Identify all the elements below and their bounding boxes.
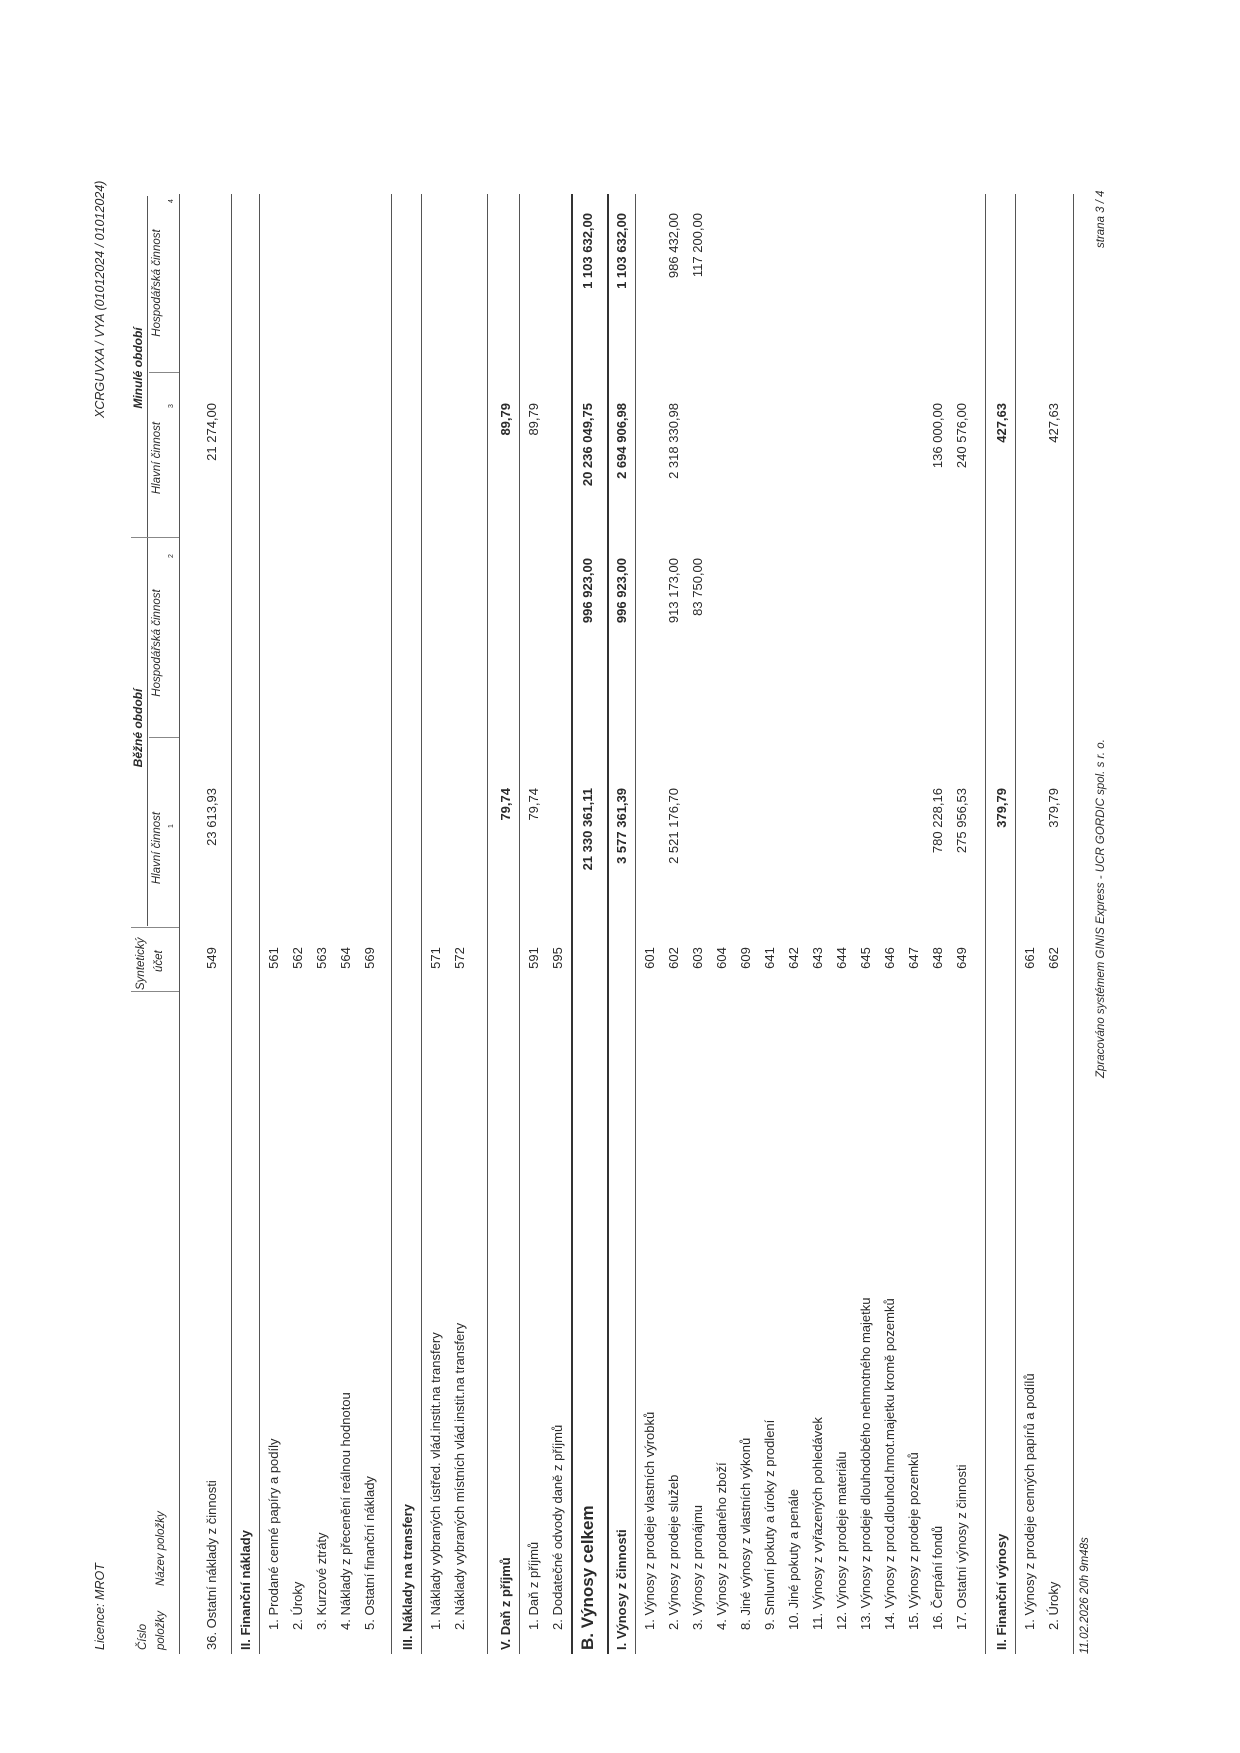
hospodarska-cinnost-label-4: Hospodářská činnost: [151, 229, 163, 337]
row-label: 1. Výnosy z prodeje vlastních výrobků: [642, 1411, 657, 1630]
table-row: [807, 98, 831, 1698]
table-row: [311, 98, 335, 1698]
col-num-1: 1: [168, 824, 175, 828]
row-label: 1. Náklady vybraných ústřed. vlád.instit.na transfery: [428, 1332, 443, 1630]
row-label: 1. Daň z příjmů: [526, 1541, 541, 1630]
section-rule: [487, 194, 488, 1654]
table-row: [927, 98, 951, 1698]
row-label: 1. Prodané cenné papíry a podíly: [266, 1438, 281, 1630]
row-ucet: 549: [204, 947, 219, 969]
row-label: 9. Smluvní pokuty a úroky z prodlení: [762, 1419, 777, 1630]
row-label: 1. Výnosy z prodeje cenných papírů a podílů: [1022, 1373, 1037, 1630]
table-row: [783, 98, 807, 1698]
row-label: 11. Výnosy z vyřazených pohledávek: [810, 1417, 825, 1630]
row-value-3: 89,79: [498, 403, 513, 436]
row-ucet: 564: [338, 947, 353, 969]
row-ucet: 609: [738, 947, 753, 969]
table-row: [735, 98, 759, 1698]
row-ucet: 571: [428, 947, 443, 969]
table-row: [991, 98, 1015, 1698]
header-vline-4: [131, 537, 179, 538]
row-value-4: 986 432,00: [666, 213, 681, 279]
section-rule: [391, 194, 392, 1654]
row-value-4: 1 103 632,00: [614, 213, 629, 289]
row-value-1: 379,79: [1046, 788, 1061, 828]
period-divider: [147, 196, 148, 926]
row-label: 3. Kurzové ztráty: [314, 1532, 329, 1630]
row-value-3: 2 318 330,98: [666, 403, 681, 479]
header-vline-2: [131, 927, 179, 928]
table-row: [495, 98, 519, 1698]
report-page: [75, 98, 1240, 1698]
licence-label: Licence: MROT: [93, 1563, 107, 1650]
row-label: V. Daň z příjmů: [498, 1557, 513, 1650]
row-ucet: 562: [290, 947, 305, 969]
table-row: [687, 98, 711, 1698]
section-rule: [1015, 194, 1016, 1654]
section-rule: [607, 194, 609, 1654]
row-label: 2. Náklady vybraných místních vlád.instit.na transfery: [452, 1322, 467, 1630]
row-ucet: 602: [666, 947, 681, 969]
header-vline-5: [149, 372, 179, 373]
table-row: [951, 98, 975, 1698]
row-value-1: 275 956,53: [954, 788, 969, 854]
col-cislo-label: Číslo: [137, 1623, 149, 1650]
minule-obdobi-label: Minulé období: [131, 327, 145, 409]
row-value-3: 136 000,00: [930, 403, 945, 469]
col-synteticky-label: Syntetický: [135, 937, 147, 990]
row-ucet: 561: [266, 947, 281, 969]
table-row: [611, 98, 635, 1698]
row-value-3: 21 274,00: [204, 403, 219, 461]
table-row: [759, 98, 783, 1698]
section-rule: [259, 194, 260, 1654]
table-row: [449, 98, 473, 1698]
hospodarska-cinnost-label-2: Hospodářská činnost: [151, 589, 163, 697]
row-label: 13. Výnosy z prodeje dlouhodobého nehmotného majetku: [858, 1297, 873, 1630]
row-label: 12. Výnosy z prodeje materiálu: [834, 1451, 849, 1630]
table-row: [879, 98, 903, 1698]
row-label: 36. Ostatní náklady z činnosti: [204, 1480, 219, 1650]
row-ucet: 601: [642, 947, 657, 969]
col-ucet-label: účet: [153, 950, 165, 972]
row-ucet: 647: [906, 947, 921, 969]
row-ucet: 649: [954, 947, 969, 969]
row-label: B. Výnosy celkem: [578, 1505, 597, 1650]
footer-page: strana 3 / 4: [1095, 190, 1107, 248]
row-value-2: 996 923,00: [614, 558, 629, 624]
header-vline-3: [149, 737, 179, 738]
row-value-3: 427,63: [1046, 403, 1061, 443]
row-value-3: 2 694 906,98: [614, 403, 629, 479]
row-ucet: 661: [1022, 947, 1037, 969]
row-value-2: 83 750,00: [690, 558, 705, 616]
hlavni-cinnost-label-1: Hlavní činnost: [151, 811, 163, 885]
section-rule: [571, 194, 573, 1654]
row-label: 16. Čerpání fondů: [930, 1525, 945, 1630]
header-bottom-rule: [179, 194, 180, 1654]
row-ucet: 595: [550, 947, 565, 969]
table-row: [201, 98, 225, 1698]
row-label: I. Výnosy z činnosti: [614, 1529, 629, 1650]
row-ucet: 603: [690, 947, 705, 969]
section-rule: [231, 194, 232, 1654]
col-num-4: 4: [168, 199, 175, 203]
table-row: [335, 98, 359, 1698]
row-label: 15. Výnosy z prodeje pozemků: [906, 1452, 921, 1630]
row-label: II. Finanční náklady: [238, 1530, 253, 1650]
row-label: 3. Výnosy z pronájmu: [690, 1504, 705, 1630]
table-row: [903, 98, 927, 1698]
table-row: [397, 98, 421, 1698]
table-row: [287, 98, 311, 1698]
section-rule: [421, 194, 422, 1654]
row-label: 2. Výnosy z prodeje služeb: [666, 1474, 681, 1630]
row-value-3: 240 576,00: [954, 403, 969, 469]
row-ucet: 646: [882, 947, 897, 969]
row-ucet: 569: [362, 947, 377, 969]
table-row: [547, 98, 571, 1698]
row-value-1: 780 228,16: [930, 788, 945, 854]
row-ucet: 642: [786, 947, 801, 969]
section-rule: [985, 194, 986, 1654]
col-polozky-label: položky: [155, 1611, 167, 1650]
table-row: [359, 98, 383, 1698]
table-row: [425, 98, 449, 1698]
row-value-1: 379,79: [994, 788, 1009, 828]
footer-date: 11.02.2026 20h 9m48s: [1079, 1537, 1091, 1654]
row-value-3: 427,63: [994, 403, 1009, 443]
row-value-2: 913 173,00: [666, 558, 681, 624]
footer-rule: [1073, 194, 1074, 1654]
row-label: 10. Jiné pokuty a penále: [786, 1489, 801, 1630]
bezne-obdobi-label: Běžné období: [131, 688, 145, 768]
row-ucet: 643: [810, 947, 825, 969]
row-ucet: 572: [452, 947, 467, 969]
row-ucet: 641: [762, 947, 777, 969]
footer-system: Zpracováno systémem GINIS Express - UCR GORDIC spol. s r. o.: [1095, 739, 1107, 1078]
table-row: [577, 98, 605, 1698]
table-row: [1019, 98, 1043, 1698]
row-ucet: 662: [1046, 947, 1061, 969]
row-ucet: 645: [858, 947, 873, 969]
row-label: 5. Ostatní finanční náklady: [362, 1476, 377, 1630]
row-label: 4. Výnosy z prodaného zboží: [714, 1462, 729, 1630]
col-nazev-label: Název položky: [155, 1511, 167, 1586]
header-vline-1: [131, 991, 179, 992]
row-value-3: 20 236 049,75: [580, 403, 595, 487]
row-ucet: 591: [526, 947, 541, 969]
row-label: 14. Výnosy z prod.dlouhod.hmot.majetku kromě pozemků: [882, 1298, 897, 1630]
row-value-1: 79,74: [498, 788, 513, 821]
row-value-1: 3 577 361,39: [614, 788, 629, 864]
section-rule: [519, 194, 520, 1654]
row-ucet: 648: [930, 947, 945, 969]
table-row: [523, 98, 547, 1698]
table-row: [855, 98, 879, 1698]
row-label: III. Náklady na transfery: [400, 1504, 415, 1650]
row-value-1: 23 613,93: [204, 788, 219, 846]
section-rule: [635, 194, 636, 1654]
row-value-2: 996 923,00: [580, 558, 595, 624]
row-label: 2. Úroky: [290, 1581, 305, 1630]
row-value-4: 117 200,00: [690, 213, 705, 278]
row-ucet: 604: [714, 947, 729, 969]
table-row: [263, 98, 287, 1698]
row-ucet: 563: [314, 947, 329, 969]
row-value-1: 2 521 176,70: [666, 788, 681, 864]
hlavni-cinnost-label-3: Hlavní činnost: [151, 421, 163, 495]
row-value-4: 1 103 632,00: [580, 213, 595, 289]
row-label: 8. Jiné výnosy z vlastních výkonů: [738, 1437, 753, 1630]
row-value-3: 89,79: [526, 403, 541, 436]
row-label: 2. Úroky: [1046, 1581, 1061, 1630]
row-label: 2. Dodatečné odvody daně z příjmů: [550, 1424, 565, 1630]
table-row: [1043, 98, 1067, 1698]
row-value-1: 21 330 361,11: [580, 788, 595, 871]
row-value-1: 79,74: [526, 788, 541, 821]
row-label: II. Finanční výnosy: [994, 1533, 1009, 1650]
col-num-2: 2: [168, 554, 175, 558]
table-row: [831, 98, 855, 1698]
col-num-3: 3: [168, 404, 175, 408]
table-row: [235, 98, 259, 1698]
row-label: 4. Náklady z přecenění reálnou hodnotou: [338, 1392, 353, 1630]
table-row: [711, 98, 735, 1698]
row-label: 17. Ostatní výnosy z činnosti: [954, 1464, 969, 1630]
row-ucet: 644: [834, 947, 849, 969]
table-row: [663, 98, 687, 1698]
table-row: [639, 98, 663, 1698]
report-id: XCRGUVXA / VYA (01012024 / 01012024): [93, 180, 107, 418]
